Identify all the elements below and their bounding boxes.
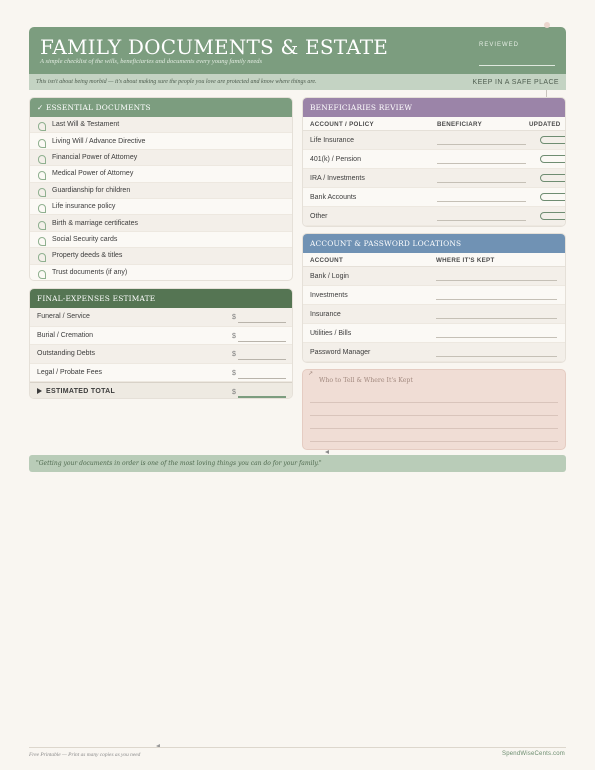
account-label: Insurance [310,310,341,318]
notes-line[interactable] [310,441,558,442]
total-label: ESTIMATED TOTAL [46,387,116,395]
location-field[interactable] [436,280,557,281]
expenses-list [30,308,292,399]
triangle-right-icon [37,388,42,394]
expense-label: Funeral / Service [37,313,90,321]
beneficiaries-header-row [303,117,565,131]
beneficiary-field[interactable] [437,220,526,221]
beneficiary-row [303,207,565,226]
beneficiary-field[interactable] [437,163,526,164]
expense-label: Outstanding Debts [37,350,95,358]
account-row [303,267,565,286]
checkbox-icon[interactable] [38,171,46,180]
checkbox-icon[interactable] [38,253,46,262]
who-to-tell-card [302,369,566,450]
checklist-item[interactable] [30,133,292,149]
checklist-item-label: Trust documents (if any) [52,268,128,276]
checklist-item[interactable] [30,117,292,133]
beneficiary-row [303,150,565,169]
expense-row [30,327,292,346]
expense-label: Burial / Cremation [37,331,94,339]
info-message: This isn't about being morbid — it's about making sure the people you love are protected and know where things are. [36,79,317,85]
account-locations-title: ACCOUNT & PASSWORD LOCATIONS [303,234,565,253]
essential-documents-card [29,97,293,281]
page-header [29,27,566,74]
notes-line[interactable] [310,428,558,429]
page-title: FAMILY DOCUMENTS & ESTATE [40,35,389,59]
checkbox-icon[interactable] [38,270,46,279]
checkbox-icon[interactable] [38,204,46,213]
account-label: Utilities / Bills [310,329,352,337]
currency-symbol: $ [232,332,236,340]
essential-documents-title: ✓ ESSENTIAL DOCUMENTS [30,98,292,117]
column-header-updated: UPDATED [529,121,561,128]
location-field[interactable] [436,318,557,319]
checklist-item-label: Social Security cards [52,235,118,243]
checkbox-icon[interactable] [38,139,46,148]
amount-field[interactable] [238,378,286,379]
updated-toggle[interactable] [540,212,566,220]
checklist-item-label: Financial Power of Attorney [52,153,138,161]
beneficiary-account-label: Other [310,212,328,220]
account-row [303,324,565,343]
checklist-item-label: Guardianship for children [52,186,131,194]
expense-row [30,308,292,327]
reviewed-date-field[interactable] [479,65,555,66]
currency-symbol: $ [232,351,236,358]
beneficiary-row [303,188,565,207]
location-field[interactable] [436,299,557,300]
arrow-left-icon [325,450,329,454]
updated-toggle[interactable] [540,174,566,182]
location-field[interactable] [436,356,557,357]
page-subtitle: A simple checklist of the wills, beneficiaries and documents every young family needs [40,58,263,65]
essential-documents-list [30,117,292,281]
final-expenses-title: FINAL-EXPENSES ESTIMATE [30,289,292,308]
checklist-item-label: Medical Power of Attorney [52,170,134,178]
column-header-account: ACCOUNT [310,257,344,264]
safe-place-label: KEEP IN A SAFE PLACE [472,78,559,86]
checklist-item[interactable] [30,215,292,231]
account-label: Bank / Login [310,272,349,280]
reviewed-label: REVIEWED [479,42,520,48]
checklist-item-label: Property deeds & titles [52,252,123,260]
checkbox-icon[interactable] [38,122,46,131]
expense-row [30,345,292,364]
checklist-item-label: Birth & marriage certificates [52,219,138,227]
checklist-item[interactable] [30,232,292,248]
expense-label: Legal / Probate Fees [37,368,102,376]
checklist-item-label: Living Will / Advance Directive [52,137,146,145]
column-header-beneficiary: BENEFICIARY [437,121,483,128]
quote-banner [29,455,566,472]
final-expenses-card [29,288,293,399]
currency-symbol: $ [232,389,236,396]
footer-website-link[interactable]: SpendWiseCents.com [502,751,565,757]
expense-row [30,364,292,383]
info-bar [29,74,566,90]
account-label: Investments [310,291,348,299]
account-row [303,305,565,324]
footer-divider [29,747,566,748]
beneficiaries-title: BENEFICIARIES REVIEW [303,98,565,117]
beneficiaries-card [302,97,566,227]
account-row [303,343,565,362]
account-locations-header-row [303,253,565,267]
currency-symbol: $ [232,314,236,321]
currency-symbol: $ [232,369,236,377]
beneficiaries-list [303,131,565,226]
amount-field[interactable] [238,359,286,360]
pin-icon: ↗ [308,371,314,377]
beneficiary-account-label: 401(k) / Pension [310,155,361,163]
footer-note: Free Printable — Print as many copies as you need [29,752,141,758]
total-row [30,382,292,399]
beneficiary-row [303,131,565,150]
beneficiary-row [303,169,565,188]
checklist-item[interactable] [30,166,292,182]
beneficiary-account-label: Life Insurance [310,136,354,144]
decorative-dot [544,22,550,28]
checklist-item[interactable] [30,199,292,215]
account-locations-card [302,233,566,363]
account-label: Password Manager [310,348,371,356]
column-header-where-kept: WHERE IT'S KEPT [436,257,495,264]
amount-field[interactable] [238,322,286,323]
account-locations-list [303,267,565,362]
notes-line[interactable] [310,415,558,416]
checklist-item-label: Last Will & Testament [52,121,120,129]
beneficiary-account-label: IRA / Investments [310,174,365,182]
updated-toggle[interactable] [540,136,566,144]
checklist-item[interactable] [30,150,292,166]
updated-toggle[interactable] [540,193,566,201]
notes-line[interactable] [310,402,558,403]
beneficiary-account-label: Bank Accounts [310,193,357,201]
amount-field[interactable] [238,341,286,342]
checkbox-icon[interactable] [38,221,46,230]
checklist-item-label: Life insurance policy [52,203,116,211]
checkbox-icon[interactable] [38,188,46,197]
total-amount-field[interactable] [238,396,286,398]
checkbox-icon[interactable] [38,237,46,246]
checklist-item[interactable] [30,248,292,264]
account-row [303,286,565,305]
quote-text: "Getting your documents in order is one of the most loving things you can do for your family." [36,460,322,467]
updated-toggle[interactable] [540,155,566,163]
checklist-item[interactable] [30,183,292,199]
checklist-item[interactable] [30,265,292,281]
beneficiary-field[interactable] [437,201,526,202]
column-header-account: ACCOUNT / POLICY [310,121,374,128]
checkbox-icon[interactable] [38,155,46,164]
location-field[interactable] [436,337,557,338]
who-to-tell-title: Who to Tell & Where It's Kept [319,377,413,384]
beneficiary-field[interactable] [437,182,526,183]
beneficiary-field[interactable] [437,144,526,145]
